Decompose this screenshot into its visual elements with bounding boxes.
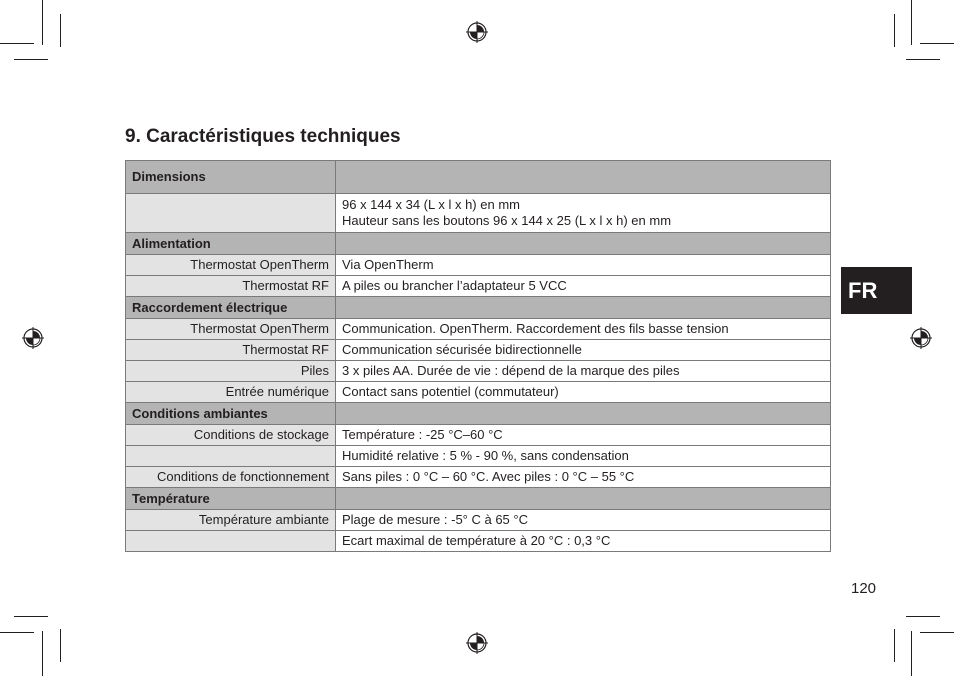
row-value: Humidité relative : 5 % - 90 %, sans condensation <box>336 446 831 467</box>
row-value: Contact sans potentiel (commutateur) <box>336 382 831 403</box>
crop-mark <box>911 0 912 45</box>
registration-mark-icon <box>466 21 488 43</box>
table-row <box>126 319 831 340</box>
section-header: Raccordement électrique <box>126 297 336 319</box>
crop-mark <box>60 14 61 47</box>
crop-mark <box>906 616 940 617</box>
row-value: Sans piles : 0 °C – 60 °C. Avec piles : 0 °C – 55 °C <box>336 467 831 488</box>
table-row <box>126 255 831 276</box>
row-label <box>126 531 336 552</box>
row-label: Entrée numérique <box>126 382 336 403</box>
crop-mark <box>920 632 954 633</box>
page-title: 9. Caractéristiques techniques <box>125 126 401 147</box>
crop-mark <box>894 14 895 47</box>
section-header-row <box>126 297 831 319</box>
crop-mark <box>14 616 48 617</box>
crop-mark <box>0 632 34 633</box>
row-label <box>126 194 336 233</box>
crop-mark <box>60 629 61 662</box>
section-header: Dimensions <box>126 161 336 194</box>
row-value: Communication. OpenTherm. Raccordement des fils basse tension <box>336 319 831 340</box>
section-header-empty <box>336 161 831 194</box>
row-value: Plage de mesure : -5° C à 65 °C <box>336 510 831 531</box>
row-value: Température : -25 °C–60 °C <box>336 425 831 446</box>
row-value: Via OpenTherm <box>336 255 831 276</box>
section-header-row <box>126 488 831 510</box>
table-row <box>126 425 831 446</box>
section-header-row <box>126 233 831 255</box>
section-header-empty <box>336 297 831 319</box>
crop-mark <box>906 59 940 60</box>
crop-mark <box>894 629 895 662</box>
table-row <box>126 382 831 403</box>
row-value: Ecart maximal de température à 20 °C : 0,3 °C <box>336 531 831 552</box>
registration-mark-icon <box>22 327 44 349</box>
table-row <box>126 361 831 382</box>
row-label: Thermostat RF <box>126 340 336 361</box>
table-row <box>126 340 831 361</box>
row-label: Conditions de fonctionnement <box>126 467 336 488</box>
registration-mark-icon <box>910 327 932 349</box>
page-number: 120 <box>851 580 877 597</box>
section-header: Conditions ambiantes <box>126 403 336 425</box>
dimension-line: 96 x 144 x 34 (L x l x h) en mm <box>342 197 520 212</box>
row-label: Conditions de stockage <box>126 425 336 446</box>
row-value: 3 x piles AA. Durée de vie : dépend de la marque des piles <box>336 361 831 382</box>
row-label <box>126 446 336 467</box>
row-label: Thermostat OpenTherm <box>126 255 336 276</box>
table-row <box>126 276 831 297</box>
row-value <box>336 194 831 233</box>
row-label: Thermostat OpenTherm <box>126 319 336 340</box>
crop-mark <box>0 43 34 44</box>
crop-mark <box>911 631 912 676</box>
specs-table <box>125 160 831 552</box>
row-value: A piles ou brancher l’adaptateur 5 VCC <box>336 276 831 297</box>
section-header-empty <box>336 233 831 255</box>
dimension-line: Hauteur sans les boutons 96 x 144 x 25 (L x l x h) en mm <box>342 213 672 228</box>
section-header: Température <box>126 488 336 510</box>
table-row <box>126 446 831 467</box>
table-row <box>126 531 831 552</box>
crop-mark <box>42 631 43 676</box>
row-label: Température ambiante <box>126 510 336 531</box>
table-row <box>126 194 831 233</box>
row-label: Thermostat RF <box>126 276 336 297</box>
row-value: Communication sécurisée bidirectionnelle <box>336 340 831 361</box>
language-tab: FR <box>841 267 912 314</box>
section-header: Alimentation <box>126 233 336 255</box>
table-row <box>126 510 831 531</box>
crop-mark <box>42 0 43 45</box>
crop-mark <box>14 59 48 60</box>
registration-mark-icon <box>466 632 488 654</box>
section-header-empty <box>336 488 831 510</box>
table-row <box>126 467 831 488</box>
row-label: Piles <box>126 361 336 382</box>
section-header-empty <box>336 403 831 425</box>
section-header-row <box>126 161 831 194</box>
crop-mark <box>920 43 954 44</box>
section-header-row <box>126 403 831 425</box>
